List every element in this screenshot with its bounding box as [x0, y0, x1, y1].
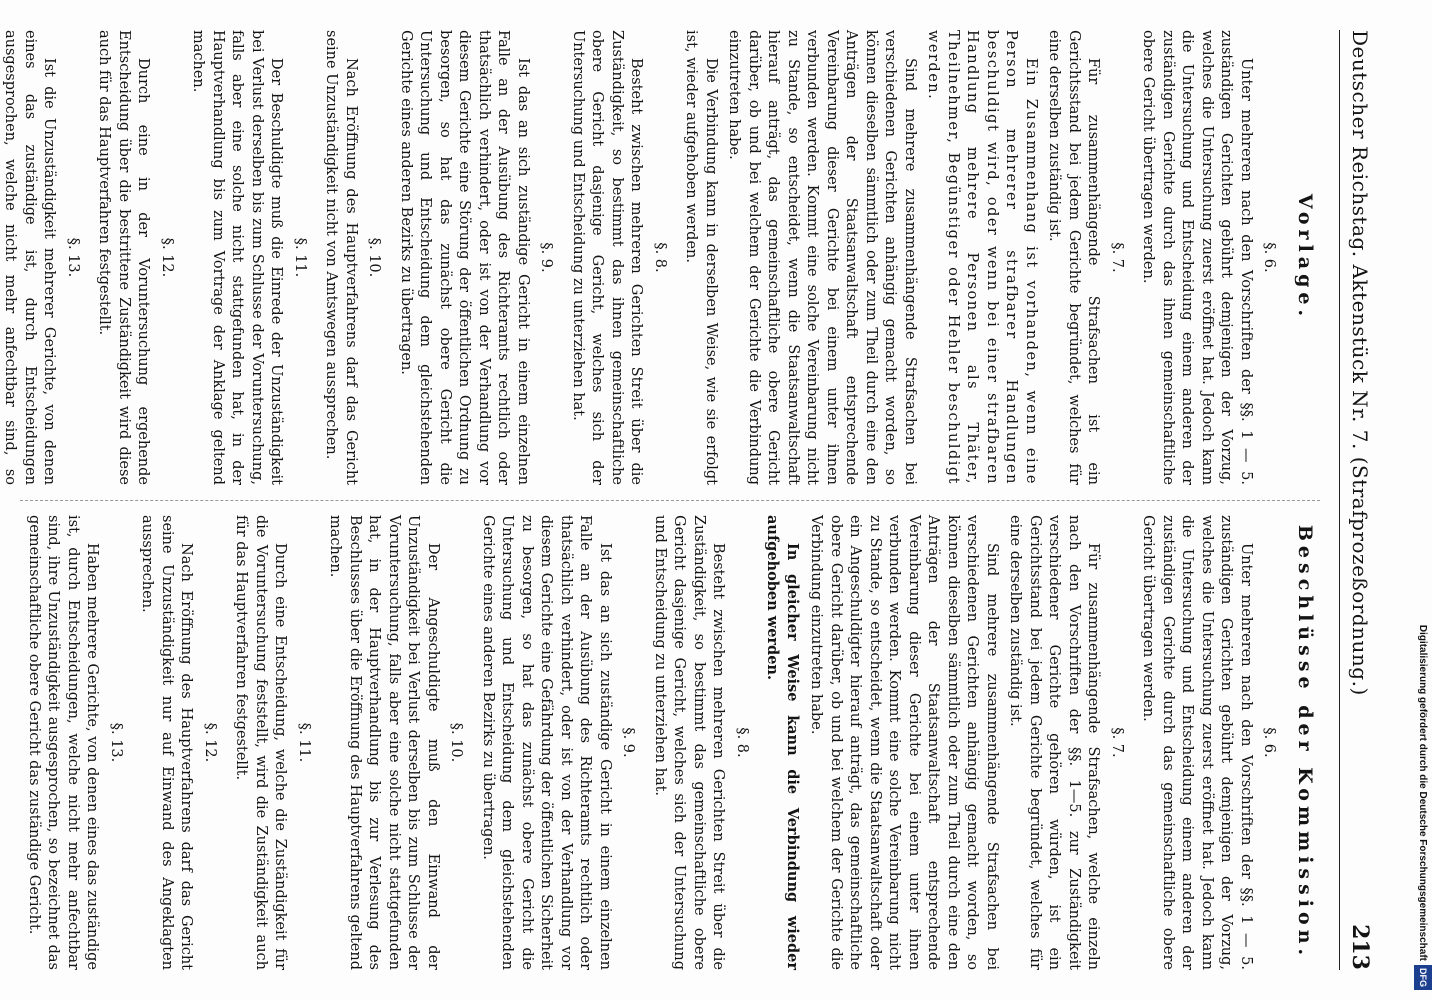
- section-heading: §. 11.: [296, 722, 312, 763]
- column-heading-kommission: Beschlüsse der Kommission.: [1294, 524, 1316, 961]
- section-text: Die Verbindung kann in derselben Weise, wie sie erfolgt ist, wieder aufgehoben werden.: [683, 30, 719, 485]
- section-text: Ist das an sich zuständige Gericht in einem einzelnen Falle an der Ausübung des Richteramts rechtlich oder thatsächlich verhindert, oder ist von der Verhandlung vor diesem Gerichte eine Störung der öffentlichen Ordnung zu besorgen, so hat das zunächst obere Gericht die Untersuchung und Entscheidung dem gleichstehenden Gerichte eines anderen Bezirks zu übertragen.: [398, 30, 531, 485]
- section-text: Unter mehreren nach den Vorschriften der §§. 1 — 5. zuständigen Gerichten gebührt demjenigen der Vorzug, welches die Untersuchung zuerst eröffnet hat. Jedoch kann die Untersuchung und Entscheidung einem anderen der zuständigen Gerichte durch das ihnen gemeinschaftliche obere Gericht übertragen werden.: [1140, 30, 1254, 485]
- section-heading: §. 11.: [292, 237, 308, 278]
- section-heading: §. 10.: [448, 722, 465, 763]
- section-heading: §. 9.: [538, 242, 555, 273]
- section-text: Unter mehreren nach den Vorschriften der §§. 1 — 5. zuständigen Gerichten gebührt demjenigen der Vorzug, welches die Untersuchung zuerst eröffnet hat. Jedoch kann die Untersuchung und Entscheidung einem anderen der zuständigen Gerichte durch das gemeinschaftliche obere Gericht übertragen werden.: [1140, 515, 1254, 970]
- header-title: Deutscher Reichstag. Aktenstück Nr. 7. (Strafprozeßordnung.): [1348, 30, 1372, 696]
- section-heading: §. 12.: [159, 237, 175, 278]
- page-number: 213: [1347, 924, 1373, 970]
- section-text: Sind mehrere zusammenhängende Strafsachen bei verschiedenen Gerichten anhängig gemacht worden, so können dieselben sämmtlich oder zum Theil durch eine den Anträgen der Staatsanwaltschaft entsprechende Vereinbarung dieser Gerichte bei einem unter ihnen verbunden werden. Kommt eine solche Vereinbarung nicht zu Stande, so entscheidet, wenn die Staatsanwaltschaft oder ein Angeschuldigter hierauf anträgt, das gemeinschaftliche obere Gericht darüber, ob und bei welchem der Gerichte die Verbindung einzutreten habe.: [808, 515, 1000, 970]
- page-header: [1339, 30, 1380, 970]
- dfg-logo: DFG: [1414, 965, 1432, 990]
- section-heading: §. 6.: [1261, 242, 1278, 273]
- section-text: Nach Eröffnung des Hauptverfahrens darf das Gericht seine Unzuständigkeit nicht von Amtswegen aussprechen.: [323, 30, 359, 485]
- section-text: In gleicher Weise kann die Verbindung wieder aufgehoben werden.: [764, 515, 801, 970]
- column-kommission: [20, 515, 1320, 970]
- section-text: Ist das an sich zuständige Gericht in einem einzelnen Falle an der Ausübung des Richteramts rechtlich oder thatsächlich verhindert, oder ist von der Verhandlung vor diesem Gerichte eine Gefährdung der öffentlichen Sicherheit zu besorgen, so hat das zunächst obere Gericht die Untersuchung und Entscheidung dem gleichstehenden Gerichte eines anderen Bezirks zu übertragen.: [480, 515, 613, 970]
- section-heading: §. 7.: [1109, 727, 1125, 758]
- column-heading-vorlage: Vorlage.: [1294, 193, 1316, 322]
- section-text: Ein Zusammenhang ist vorhanden, wenn eine Person mehrerer strafbarer Handlungen beschuldigt wird, oder wenn bei einer strafbaren Handlung mehrere Personen als Thäter, Theilnehmer, Begünstiger oder Hehler beschuldigt werden.: [925, 30, 1039, 485]
- section-text: Besteht zwischen mehreren Gerichten Streit über die Zuständigkeit, so bestimmt das ihnen gemeinschaftliche obere Gericht dasjenige Gericht, welches sich der Untersuchung und Entscheidung zu unterziehen hat.: [570, 30, 645, 485]
- section-heading: §. 13.: [65, 237, 81, 278]
- section-text: Besteht zwischen mehreren Gerichten Streit über die Zuständigkeit, so bestimmt das gemeinschaftliche obere Gericht dasjenige Gericht, welches sich der Untersuchung und Entscheidung zu unterziehen hat.: [652, 515, 727, 970]
- section-heading: §. 7.: [1109, 242, 1125, 273]
- section-heading: §. 12.: [202, 722, 218, 763]
- section-text: Für zusammenhängende Strafsachen, welche einzeln nach den Vorschriften der §§. 1—5. zur Zuständigkeit verschiedener Gerichte gehören würden, ist ein Gerichtsstand bei jedem Gerichte begründet, welches für eine derselben zuständig ist.: [1007, 515, 1102, 970]
- column-vorlage: [2, 30, 1320, 485]
- column-divider: [20, 500, 1320, 501]
- section-heading: §. 8.: [734, 727, 750, 758]
- section-text: Der Beschuldigte muß die Einrede der Unzuständigkeit bei Verlust derselben bis zum Schlusse der Voruntersuchung, falls aber eine solche nicht stattgefunden hat, in der Hauptverhandlung bis zum Vortrage der Anklage geltend machen.: [190, 30, 285, 485]
- section-text: Nach Eröffnung des Hauptverfahrens darf das Gericht seine Unzuständigkeit nur auf Einwand des Angeklagten aussprechen.: [139, 515, 195, 970]
- section-text: Durch eine Entscheidung, welche die Zuständigkeit für die Voruntersuchung feststellt, wird die Zuständigkeit auch für das Hauptverfahren festgestellt.: [233, 515, 289, 970]
- credit-text: Digitalisierung gefördert durch die Deutsche Forschungsgemeinschaft: [1417, 624, 1428, 961]
- section-heading: §. 9.: [620, 727, 637, 758]
- section-text: Ist die Unzuständigkeit mehrerer Gerichte, von denen eines das zuständige ist, durch Entscheidungen ausgesprochen, welche nicht mehr anfechtbar sind, so: [2, 30, 58, 485]
- section-text: Der Angeschuldigte muß den Einwand der Unzuständigkeit bei Verlust derselben bis zum Schlusse der Voruntersuchung, falls aber eine solche nicht stattgefunden hat, in der Hauptverhandlung bis zur Verlesung des Beschlusses über die Eröffnung des Hauptverfahrens geltend machen.: [327, 515, 441, 970]
- section-heading: §. 6.: [1261, 727, 1278, 758]
- section-heading: §. 10.: [366, 237, 383, 278]
- section-heading: §. 8.: [652, 242, 668, 273]
- digitization-credit: [1414, 0, 1432, 1000]
- section-text: Haben mehrere Gerichte, von denen eines das zuständige ist, durch Entscheidungen, welche nicht mehr anfechtbar sind, ihre Unzuständigkeit ausgesprochen, so bezeichnet das gemeinschaftliche obere Gericht das zuständige Gericht.: [26, 515, 101, 970]
- section-text: Durch eine in der Voruntersuchung ergehende Entscheidung über die bestrittene Zuständigkeit wird diese auch für das Hauptverfahren festgestellt.: [96, 30, 152, 485]
- section-heading: §. 13.: [108, 722, 124, 763]
- section-text: Für zusammenhängende Strafsachen ist ein Gerichtsstand bei jedem Gerichte begründet, welches für eine derselben zuständig ist.: [1046, 30, 1102, 485]
- section-text: Sind mehrere zusammenhängende Strafsachen bei verschiedenen Gerichten anhängig gemacht worden, so können dieselben sämmtlich oder zum Theil durch eine den Anträgen der Staatsanwaltschaft entsprechende Vereinbarung dieser Gerichte bei einem unter ihnen verbunden werden. Kommt eine solche Vereinbarung nicht zu Stande, so entscheidet, wenn die Staatsanwaltschaft hierauf anträgt, das gemeinschaftliche obere Gericht darüber, ob und bei welchem der Gerichte die Verbindung einzutreten habe.: [726, 30, 918, 485]
